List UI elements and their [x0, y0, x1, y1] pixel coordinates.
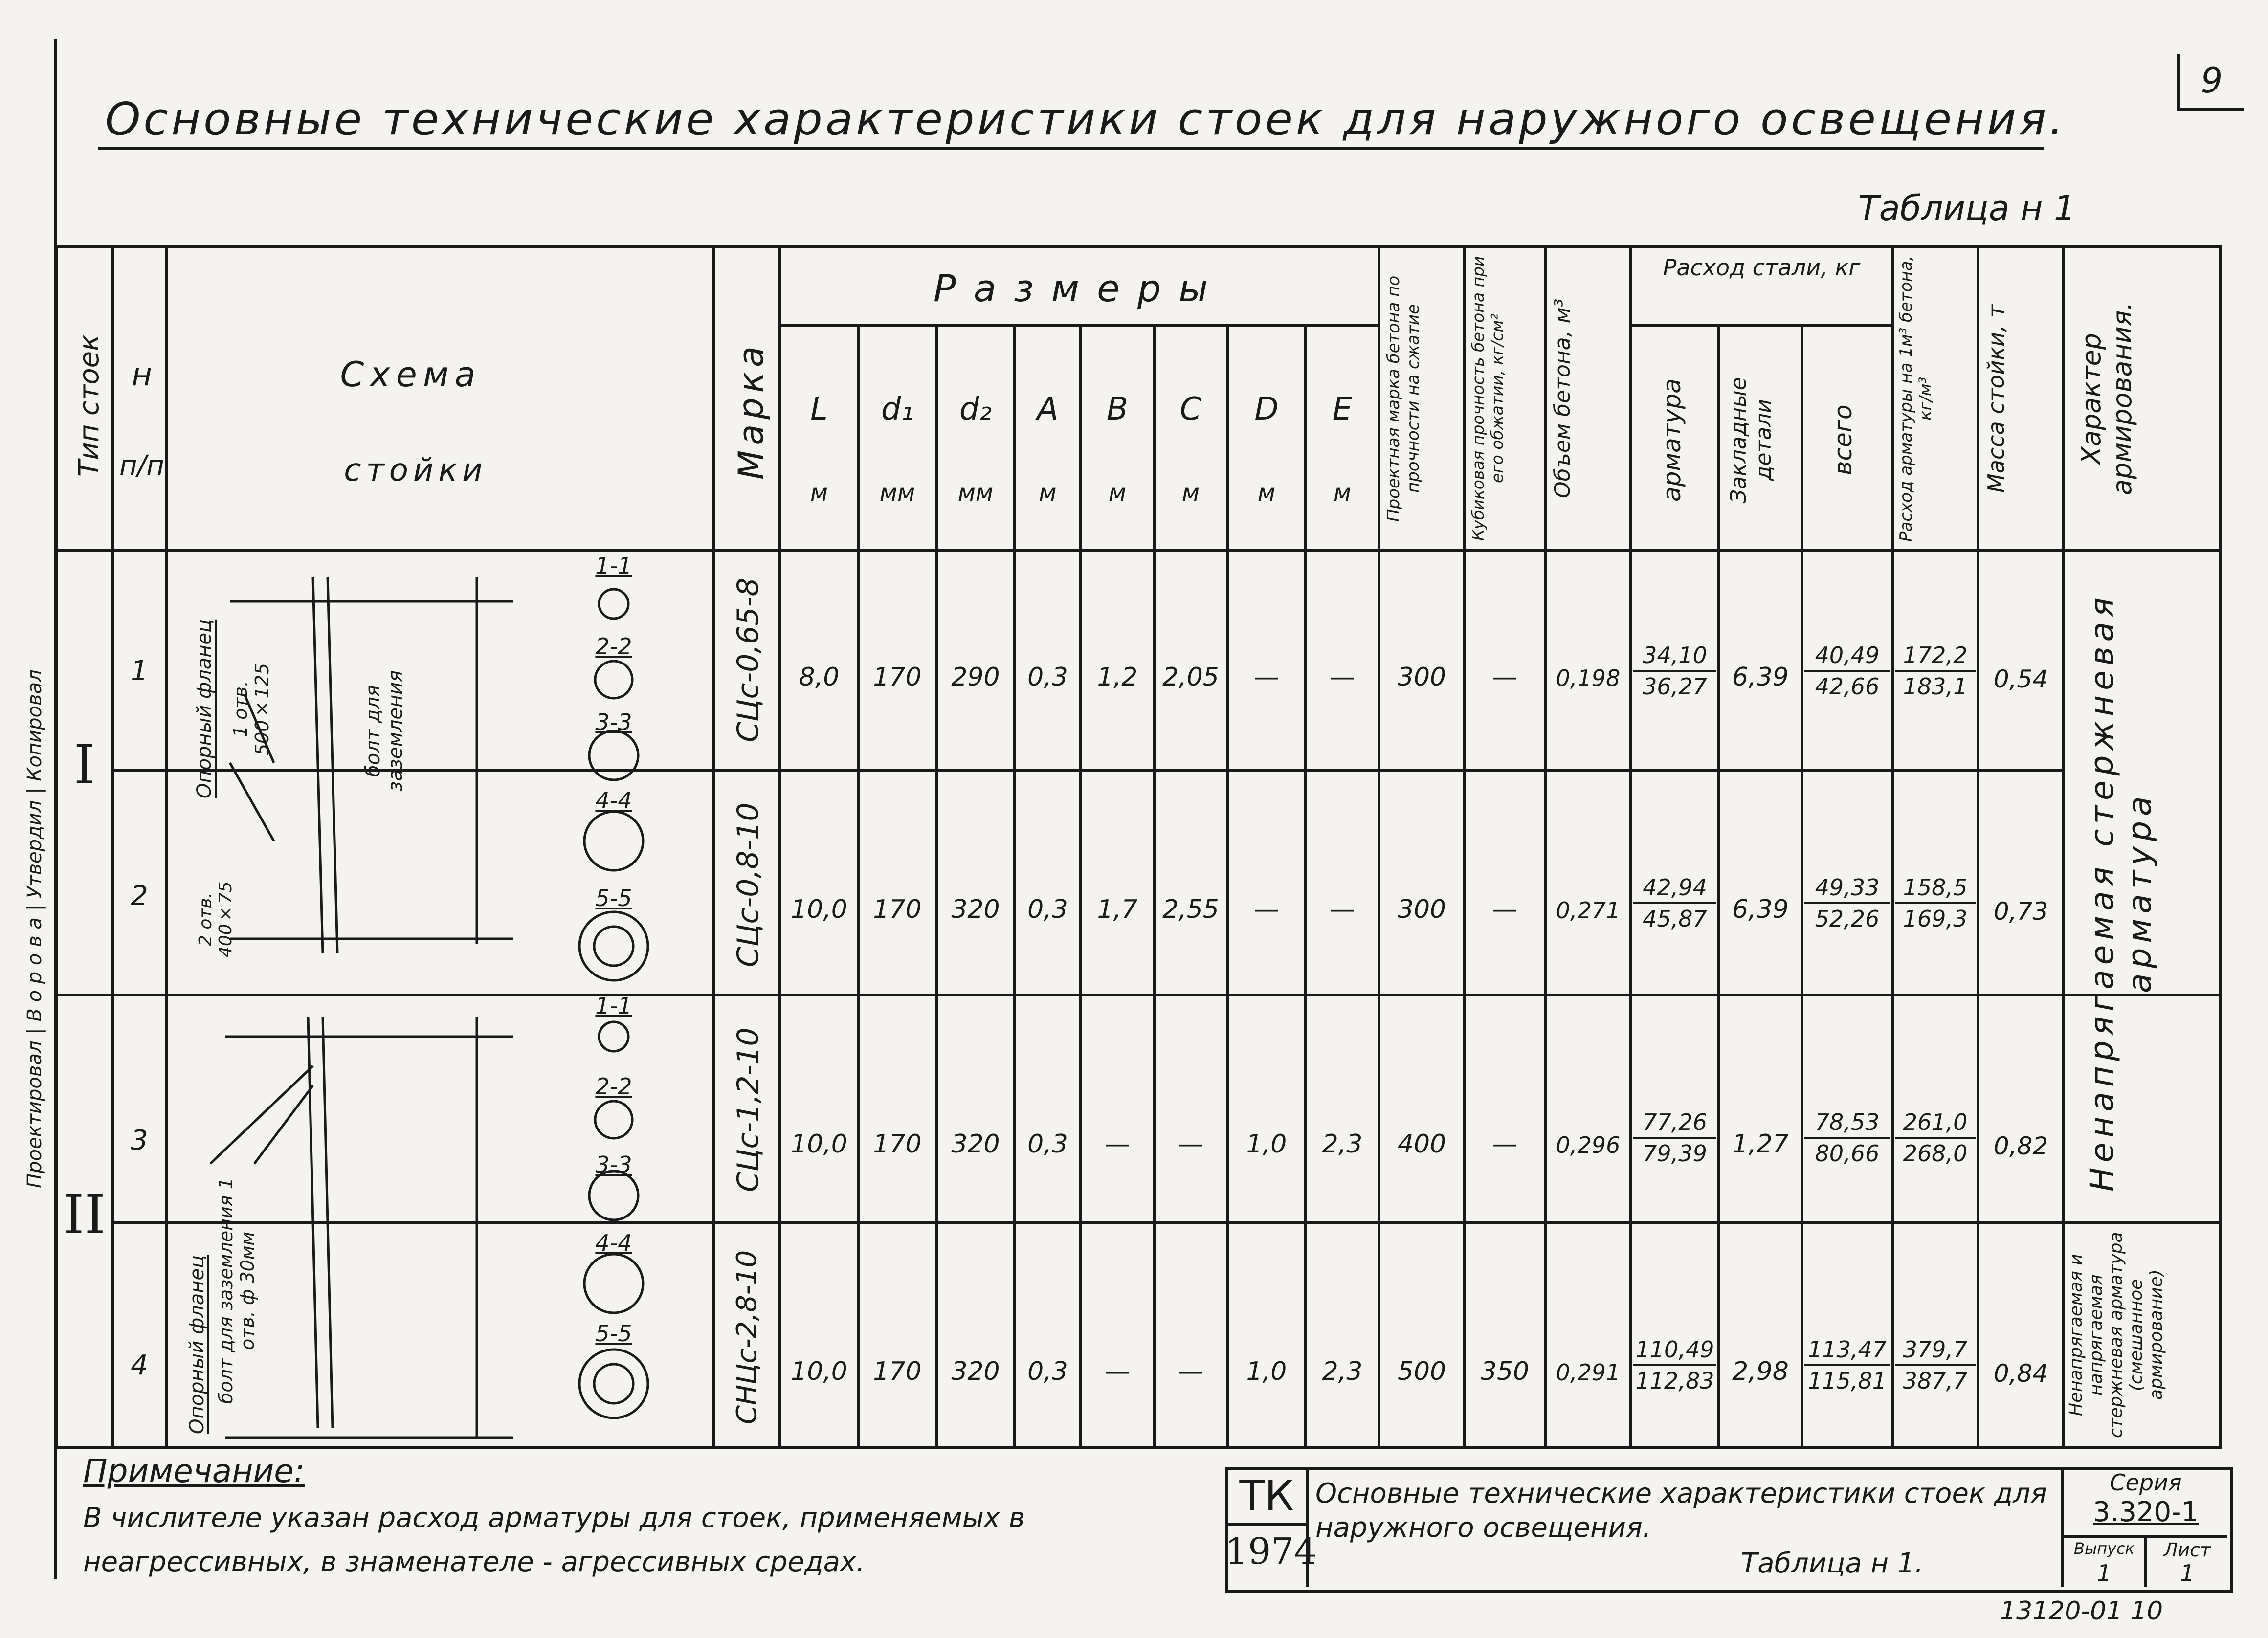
type-label-I: I: [73, 733, 95, 796]
row-L: 10,0: [791, 895, 847, 924]
row-A: 0,3: [1027, 895, 1068, 924]
stamp-sheet-label: Лист: [2163, 1539, 2211, 1561]
row-A: 0,3: [1027, 1357, 1068, 1386]
row-C: —: [1178, 1129, 1203, 1159]
header-d2: d₂: [959, 391, 992, 427]
row-D: —: [1254, 663, 1279, 692]
header-E: E: [1332, 391, 1353, 427]
row-A: 0,3: [1027, 663, 1068, 692]
row-d2: 290: [951, 663, 1000, 692]
header-type: Тип стоек: [73, 334, 105, 477]
row-grade: 400: [1397, 1129, 1446, 1159]
scheme-holes-2: 2 отв. 400×75: [196, 881, 236, 957]
row-per-m3: $\frac{158,5}{169,3}$: [1895, 873, 1976, 933]
row-L: 8,0: [799, 663, 840, 692]
row-mark: СЦс-0,65-8: [731, 577, 765, 743]
row-mass: 0,82: [1993, 1132, 2048, 1160]
header-E-unit: м: [1333, 479, 1352, 507]
row-per-m3: $\frac{261,0}{268,0}$: [1895, 1107, 1976, 1168]
row-D: —: [1254, 895, 1279, 924]
row-volume: 0,271: [1556, 897, 1621, 924]
header-concrete-grade: Проектная марка бетона по прочности на сжатие: [1384, 275, 1423, 522]
row-cube: —: [1492, 1129, 1518, 1159]
row-E: —: [1330, 895, 1355, 924]
page-number: 9: [2177, 54, 2244, 111]
header-A-unit: м: [1039, 479, 1057, 507]
header-B-unit: м: [1108, 479, 1127, 507]
side-stamp-text: Проектировал | В о р о в а | Утвердил | Копировал: [23, 669, 46, 1189]
row-B: —: [1105, 1129, 1130, 1159]
stamp-issue-label: Выпуск: [2074, 1539, 2135, 1558]
row-d2: 320: [951, 895, 1000, 924]
scheme-bolt-1: болт для заземления: [362, 670, 407, 792]
row-cube: —: [1492, 895, 1518, 924]
reinforcement-type-2: Ненапрягаемая и напрягаемая стержневая арматура (смешанное армирование): [2066, 1232, 2166, 1438]
header-D: D: [1254, 391, 1279, 427]
row-rebar: $\frac{77,26}{79,39}$: [1633, 1107, 1716, 1168]
header-rebar: арматура: [1658, 378, 1686, 502]
scheme-flange-2: Опорный фланец: [186, 1255, 208, 1435]
header-D-unit: м: [1257, 479, 1276, 507]
stamp-sheet: 1: [2180, 1560, 2195, 1586]
row-B: —: [1105, 1357, 1130, 1386]
row-rebar: $\frac{110,49}{112,83}$: [1633, 1335, 1716, 1395]
row-B: 1,2: [1097, 663, 1138, 692]
row-cube: 350: [1480, 1357, 1530, 1386]
section-2-2-b: 2-2: [595, 1073, 632, 1100]
header-post-mass: Масса стойки, т: [1983, 304, 2009, 493]
row-d2: 320: [951, 1129, 1000, 1159]
row-embedded: 6,39: [1732, 663, 1789, 692]
stamp-table: Таблица н 1.: [1741, 1548, 1924, 1579]
row-E: 2,3: [1322, 1357, 1363, 1386]
header-d1-unit: мм: [879, 479, 915, 507]
section-2-2: 2-2: [595, 633, 632, 660]
scheme-bolt-2: болт для заземления 1 отв. ф 30мм: [215, 1177, 258, 1404]
row-D: 1,0: [1246, 1357, 1287, 1386]
row-volume: 0,291: [1556, 1359, 1621, 1386]
row-rebar: $\frac{42,94}{45,87}$: [1633, 873, 1716, 933]
header-concrete-volume: Объем бетона, м³: [1550, 298, 1575, 499]
table-label: Таблица н 1: [1858, 188, 2076, 228]
section-5-5-b: 5-5: [595, 1320, 632, 1347]
row-mass: 0,73: [1993, 897, 2048, 926]
title-block-divider: [1225, 1523, 1308, 1526]
header-sizes: Размеры: [933, 266, 1226, 310]
row-number: 4: [131, 1350, 148, 1381]
header-C: C: [1179, 391, 1202, 427]
section-1-1: 1-1: [595, 553, 632, 579]
section-3-3: 3-3: [595, 709, 632, 735]
scheme-holes-1: 1 отв. 500×125: [230, 663, 273, 755]
footer-code: 13120-01 10: [2000, 1596, 2163, 1626]
note-title: Примечание:: [83, 1452, 305, 1490]
stamp-series-label: Серия: [2110, 1469, 2182, 1496]
section-4-4: 4-4: [595, 787, 632, 814]
header-cube-strength: Кубиковая прочность бетона при его обжатии, кг/см²: [1468, 256, 1507, 541]
row-embedded: 6,39: [1732, 895, 1789, 924]
header-B: B: [1107, 391, 1128, 427]
header-rebar-per-m3: Расход арматуры на 1м³ бетона, кг/м³: [1896, 255, 1935, 542]
row-embedded: 2,98: [1732, 1357, 1789, 1386]
row-L: 10,0: [791, 1129, 847, 1159]
header-embedded: Закладные детали: [1726, 377, 1776, 503]
header-C-unit: м: [1181, 479, 1200, 507]
stamp-issue: 1: [2097, 1560, 2112, 1586]
header-L: L: [810, 391, 828, 427]
row-total: $\frac{40,49}{42,66}$: [1804, 641, 1890, 701]
row-grade: 300: [1397, 663, 1446, 692]
type-label-II: II: [63, 1183, 106, 1246]
row-d1: 170: [873, 1129, 922, 1159]
row-total: $\frac{78,53}{80,66}$: [1804, 1107, 1890, 1168]
header-scheme-top: Схема: [340, 354, 482, 395]
row-C: 2,05: [1162, 663, 1219, 692]
stamp-title: Основные технические характеристики стоек для наружного освещения.: [1315, 1478, 2047, 1544]
row-number: 2: [131, 880, 148, 912]
row-number: 3: [131, 1125, 148, 1156]
row-E: 2,3: [1322, 1129, 1363, 1159]
row-embedded: 1,27: [1732, 1129, 1789, 1159]
row-per-m3: $\frac{172,2}{183,1}$: [1895, 641, 1976, 701]
page-title: Основные технические характеристики стоек для наружного освещения.: [105, 93, 2067, 145]
header-num-bottom: п/п: [119, 450, 165, 482]
reinforcement-type-1: Ненапрягаемая стержневая арматура: [2083, 593, 2158, 1192]
header-mark: Марка: [731, 341, 771, 480]
row-D: 1,0: [1246, 1129, 1287, 1159]
row-volume: 0,198: [1556, 665, 1621, 691]
header-scheme-bottom: стойки: [344, 452, 488, 488]
note-text: В числителе указан расход арматуры для стоек, применяемых в неагрессивных, в знаменателе - агрессивных средах.: [83, 1502, 1025, 1578]
row-A: 0,3: [1027, 1129, 1068, 1159]
row-d1: 170: [873, 895, 922, 924]
row-d2: 320: [951, 1357, 1000, 1386]
row-L: 10,0: [791, 1357, 847, 1386]
row-total: $\frac{49,33}{52,26}$: [1804, 873, 1890, 933]
stamp-org: ТК: [1239, 1472, 1294, 1520]
header-d1: d₁: [881, 391, 914, 427]
stamp-series: 3.320-1: [2092, 1496, 2199, 1528]
row-volume: 0,296: [1556, 1132, 1621, 1158]
row-grade: 300: [1397, 895, 1446, 924]
row-mark: СЦс-0,8-10: [731, 802, 765, 968]
header-L-unit: м: [810, 479, 828, 507]
row-mass: 0,54: [1993, 665, 2048, 693]
row-mark: СНЦс-2,8-10: [731, 1250, 763, 1425]
header-num-top: н: [132, 357, 152, 393]
row-mass: 0,84: [1993, 1359, 2048, 1388]
row-E: —: [1330, 663, 1355, 692]
section-3-3-b: 3-3: [595, 1151, 632, 1178]
section-5-5: 5-5: [595, 885, 632, 911]
header-A: A: [1037, 391, 1059, 427]
row-rebar: $\frac{34,10}{36,27}$: [1633, 641, 1716, 701]
row-number: 1: [131, 655, 148, 687]
row-per-m3: $\frac{379,7}{387,7}$: [1895, 1335, 1976, 1395]
header-steel-consumption: Расход стали, кг: [1663, 254, 1861, 281]
section-4-4-b: 4-4: [595, 1230, 632, 1256]
row-d1: 170: [873, 663, 922, 692]
row-total: $\frac{113,47}{115,81}$: [1804, 1335, 1890, 1395]
row-mark: СЦс-1,2-10: [731, 1027, 765, 1193]
row-d1: 170: [873, 1357, 922, 1386]
header-reinforcement: Характер армирования.: [2076, 302, 2137, 495]
row-C: —: [1178, 1357, 1203, 1386]
row-B: 1,7: [1097, 895, 1138, 924]
row-C: 2,55: [1162, 895, 1219, 924]
scheme-flange-1: Опорный фланец: [193, 619, 216, 799]
header-total: всего: [1829, 404, 1857, 476]
stamp-year: 1974: [1225, 1530, 1317, 1572]
row-cube: —: [1492, 663, 1518, 692]
row-grade: 500: [1397, 1357, 1446, 1386]
section-1-1-b: 1-1: [595, 993, 632, 1019]
header-d2-unit: мм: [957, 479, 994, 507]
